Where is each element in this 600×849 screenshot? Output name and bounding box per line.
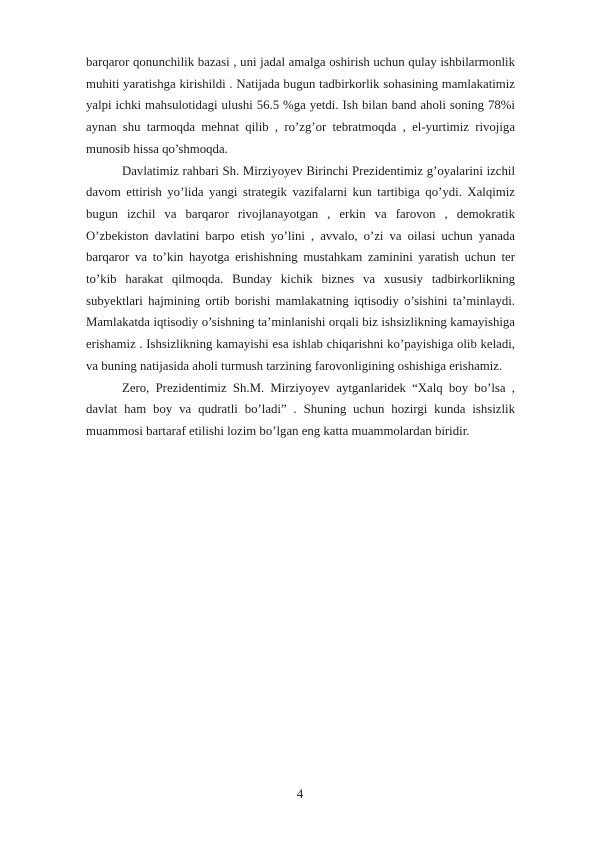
paragraph-2: Davlatimiz rahbari Sh. Mirziyoyev Birinchi Prezidentimiz g’oyalarini izchil davom ettirish yo’lida yangi strategik vazifalarni kun tartibiga qo’ydi. Xalqimiz bugun izchil va barqaror rivojlanayotgan , erkin va farovon , demokratik O’zbekiston davlatini barpo etish yo’lini , avvalo, o’zi va oilasi uchun yanada barqaror va to’kin hayotga erishishning mustahkam zaminini yaratish uchun ter to’kib harakat qilmoqda. Bunday kichik biznes va xususiy tadbirkorlikning subyektlari hajmining ortib borishi mamlakatning iqtisodiy o’sishini ta’minlaydi. Mamlakatda iqtisodiy o’sishning ta’minlanishi orqali biz ishsizlikning kamayishiga erishamiz . Ishsizlikning kamayishi esa ishlab chiqarishni ko’payishiga olib keladi, va buning natijasida aholi turmush tarzining farovonligining oshishiga erishamiz. [86,163,515,373]
paragraph-1: barqaror qonunchilik bazasi , uni jadal amalga oshirish uchun qulay ishbilarmonlik muhiti yaratishga kirishildi . Natijada bugun tadbirkorlik sohasining mamlakatimiz yalpi ichki mahsulotidagi ulushi 56.5 %ga yetdi. Ish bilan band aholi soning 78%i aynan shu tarmoqda mehnat qilib , ro’zg’or tebratmoqda , el-yurtimiz rivojiga munosib hissa qo’shmoqda. [86,55,515,156]
paragraph-3: Zero, Prezidentimiz Sh.M. Mirziyoyev aytganlaridek “Xalq boy bo’lsa , davlat ham boy va qudratli bo’ladi” . Shuning uchun hozirgi kunda ishsizlik muammosi bartaraf etilishi lozim bo’lgan eng katta muammolardan biridir. [86,380,515,438]
body-text [86,52,515,443]
page-number: 4 [296,786,304,801]
